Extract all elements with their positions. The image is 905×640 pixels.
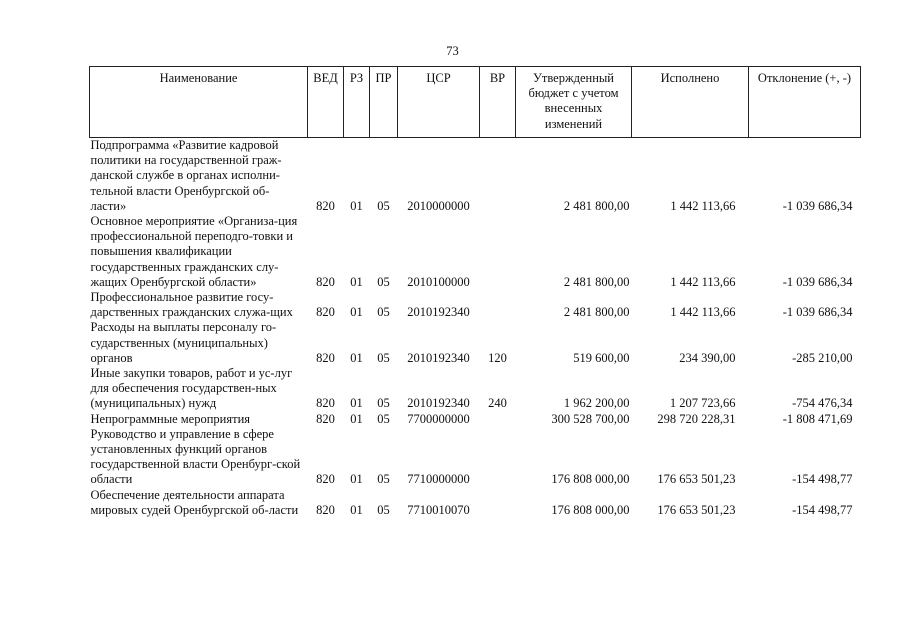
- header-executed: Исполнено: [632, 67, 749, 138]
- row-approved: 176 808 000,00: [551, 472, 630, 487]
- row-csr: 7710010070: [407, 502, 470, 517]
- row-vr: [480, 290, 516, 320]
- row-csr: 2010100000: [407, 274, 470, 289]
- table-row: [90, 138, 861, 215]
- row-ved: 820: [316, 411, 335, 426]
- row-ved: 820: [316, 502, 335, 517]
- budget-table: [89, 66, 861, 518]
- row-approved: 1 962 200,00: [563, 396, 630, 411]
- row-approved: 2 481 800,00: [563, 274, 630, 289]
- row-pr: 05: [377, 502, 390, 517]
- row-pr: 05: [377, 350, 390, 365]
- row-approved: 519 600,00: [573, 350, 630, 365]
- row-pr: 05: [377, 274, 390, 289]
- row-rz: 01: [350, 502, 363, 517]
- row-rz: 01: [350, 350, 363, 365]
- row-executed: 298 720 228,31: [657, 411, 736, 426]
- row-executed: 1 207 723,66: [669, 396, 736, 411]
- row-deviation: -1 039 686,34: [782, 198, 853, 213]
- table-row: [90, 320, 861, 366]
- row-rz: 01: [350, 274, 363, 289]
- row-csr: 2010000000: [407, 198, 470, 213]
- row-ved: 820: [316, 198, 335, 213]
- header-pr: ПР: [370, 67, 398, 138]
- row-pr: 05: [377, 305, 390, 320]
- table-body: [90, 138, 861, 519]
- header-csr: ЦСР: [398, 67, 480, 138]
- row-deviation: -1 039 686,34: [782, 274, 853, 289]
- row-name: Непрограммные мероприятия: [90, 411, 251, 426]
- row-rz: 01: [350, 396, 363, 411]
- row-pr: 05: [377, 472, 390, 487]
- row-rz: 01: [350, 305, 363, 320]
- table-header: [90, 67, 861, 138]
- row-deviation: -154 498,77: [792, 502, 853, 517]
- table-row: [90, 366, 861, 412]
- table-row: [90, 290, 861, 320]
- table-row: [90, 412, 861, 427]
- row-executed: 1 442 113,66: [670, 274, 736, 289]
- header-deviation: Отклонение (+, -): [749, 67, 861, 138]
- row-executed: 176 653 501,23: [657, 502, 736, 517]
- row-deviation: -754 476,34: [792, 396, 853, 411]
- row-name: Расходы на выплаты персоналу го-сударственных (муниципальных) органов: [90, 320, 277, 365]
- header-vr: ВР: [480, 67, 516, 138]
- row-executed: 176 653 501,23: [657, 472, 736, 487]
- row-name: Иные закупки товаров, работ и ус-луг для обеспечения государствен-ных (муниципальных) нужд: [90, 366, 293, 411]
- row-name: Основное мероприятие «Организа-ция профессиональной переподго-товки и повышения квалификации государственных гражданских слу-жащих Оренбургской области»: [90, 214, 298, 289]
- row-vr: [480, 214, 516, 290]
- table-row: [90, 427, 861, 488]
- row-executed: 1 442 113,66: [670, 198, 736, 213]
- row-name: Профессиональное развитие госу-дарственных гражданских служа-щих: [90, 290, 293, 320]
- row-deviation: -1 039 686,34: [782, 305, 853, 320]
- row-vr: 120: [488, 350, 507, 365]
- row-deviation: -1 808 471,69: [782, 411, 853, 426]
- row-vr: [480, 138, 516, 215]
- row-csr: 7700000000: [407, 411, 470, 426]
- header-approved-budget: Утвержденный бюджет с учетом внесенных изменений: [516, 67, 632, 138]
- row-ved: 820: [316, 472, 335, 487]
- row-name: Руководство и управление в сфере установленных функций органов государственной власти Оренбург-ской области: [90, 426, 301, 487]
- row-pr: 05: [377, 411, 390, 426]
- row-approved: 2 481 800,00: [563, 305, 630, 320]
- row-executed: 234 390,00: [679, 350, 736, 365]
- row-vr: 240: [488, 396, 507, 411]
- row-csr: 2010192340: [407, 350, 470, 365]
- row-csr: 2010192340: [407, 305, 470, 320]
- row-vr: [480, 427, 516, 488]
- row-vr: [480, 412, 516, 427]
- row-pr: 05: [377, 396, 390, 411]
- row-approved: 2 481 800,00: [563, 198, 630, 213]
- header-name: Наименование: [90, 67, 308, 138]
- row-vr: [480, 488, 516, 518]
- row-approved: 176 808 000,00: [551, 502, 630, 517]
- page-number: 73: [446, 44, 459, 58]
- row-ved: 820: [316, 396, 335, 411]
- row-ved: 820: [316, 350, 335, 365]
- row-name: Подпрограмма «Развитие кадровой политики на государственной граж-данской службе в органах исполни-тельной власти Оренбургской об-ласти»: [90, 138, 282, 213]
- header-rz: РЗ: [344, 67, 370, 138]
- row-executed: 1 442 113,66: [670, 305, 736, 320]
- row-approved: 300 528 700,00: [551, 411, 630, 426]
- row-csr: 7710000000: [407, 472, 470, 487]
- table-row: [90, 488, 861, 518]
- row-csr: 2010192340: [407, 396, 470, 411]
- header-ved: ВЕД: [308, 67, 344, 138]
- row-deviation: -285 210,00: [792, 350, 853, 365]
- row-rz: 01: [350, 411, 363, 426]
- row-rz: 01: [350, 198, 363, 213]
- table-row: [90, 214, 861, 290]
- row-ved: 820: [316, 274, 335, 289]
- row-ved: 820: [316, 305, 335, 320]
- row-deviation: -154 498,77: [792, 472, 853, 487]
- row-name: Обеспечение деятельности аппарата мировых судей Оренбургской об-ласти: [90, 487, 299, 517]
- row-pr: 05: [377, 198, 390, 213]
- row-rz: 01: [350, 472, 363, 487]
